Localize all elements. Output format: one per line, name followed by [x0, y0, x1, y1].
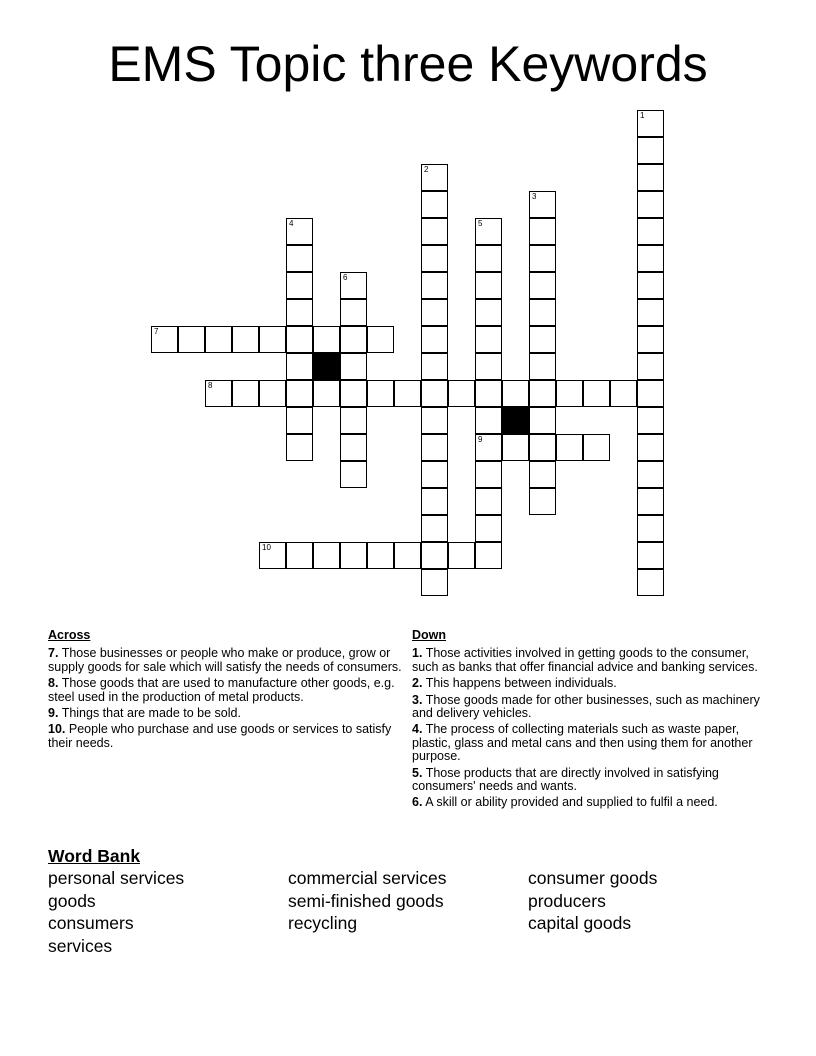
grid-cell[interactable] [610, 380, 637, 407]
cell-number: 9 [478, 435, 483, 444]
grid-cell[interactable] [448, 542, 475, 569]
down-clues [412, 629, 768, 813]
grid-cell[interactable] [475, 488, 502, 515]
clue-text: The process of collecting materials such as waste paper, plastic, glass and metal cans and then using them for another purpose. [412, 722, 753, 764]
clue-number: 5. [412, 765, 423, 780]
grid-cell[interactable] [529, 488, 556, 515]
grid-cell[interactable] [475, 245, 502, 272]
cell-number: 4 [289, 219, 294, 228]
across-heading: Across [48, 628, 91, 642]
grid-cell[interactable] [637, 434, 664, 461]
grid-cell[interactable] [421, 218, 448, 245]
cell-number: 6 [343, 273, 348, 282]
cell-number: 7 [154, 327, 159, 336]
cell-number: 5 [478, 219, 483, 228]
clue-across-9 [48, 707, 404, 720]
down-heading: Down [412, 628, 447, 642]
grid-cell[interactable] [205, 380, 232, 407]
across-clues [48, 629, 404, 753]
grid-cell[interactable] [475, 299, 502, 326]
grid-cell[interactable] [448, 380, 475, 407]
grid-cell[interactable] [529, 191, 556, 218]
grid-cell[interactable] [583, 380, 610, 407]
grid-block [313, 353, 340, 380]
grid-cell[interactable] [529, 245, 556, 272]
clue-text: This happens between individuals. [425, 676, 617, 691]
word-bank-item: producers [528, 890, 606, 911]
word-bank-item: services [48, 936, 113, 957]
grid-cell[interactable] [556, 434, 583, 461]
clue-down-6 [412, 796, 768, 809]
clue-down-4 [412, 723, 768, 763]
grid-cell[interactable] [421, 191, 448, 218]
grid-cell[interactable] [259, 380, 286, 407]
grid-cell[interactable] [637, 353, 664, 380]
grid-cell[interactable] [232, 380, 259, 407]
grid-cell[interactable] [421, 461, 448, 488]
grid-cell[interactable] [421, 542, 448, 569]
grid-cell[interactable] [637, 164, 664, 191]
grid-cell[interactable] [421, 299, 448, 326]
clue-down-3 [412, 694, 768, 721]
grid-cell[interactable] [475, 380, 502, 407]
grid-cell[interactable] [340, 434, 367, 461]
clue-number: 8. [48, 676, 59, 691]
grid-cell[interactable] [529, 461, 556, 488]
clue-text: Those businesses or people who make or produce, grow or supply goods for sale which will satisfy the needs of consumers. [48, 646, 402, 674]
grid-cell[interactable] [475, 218, 502, 245]
grid-cell[interactable] [340, 299, 367, 326]
clue-text: Those activities involved in getting goods to the consumer, such as banks that offer financial advice and banking services. [412, 646, 758, 674]
clue-text: People who purchase and use goods or services to satisfy their needs. [48, 722, 392, 750]
clue-number: 6. [412, 795, 423, 810]
word-bank-item: goods [48, 890, 96, 911]
cell-number: 3 [532, 192, 537, 201]
grid-cell[interactable] [637, 380, 664, 407]
grid-cell[interactable] [637, 407, 664, 434]
clue-number: 7. [48, 646, 59, 661]
grid-cell[interactable] [637, 272, 664, 299]
word-bank-item: consumer goods [528, 868, 658, 888]
clue-across-8 [48, 677, 404, 704]
grid-cell[interactable] [340, 326, 367, 353]
grid-cell[interactable] [475, 461, 502, 488]
grid-cell[interactable] [232, 326, 259, 353]
grid-cell[interactable] [286, 407, 313, 434]
grid-cell[interactable] [394, 380, 421, 407]
clue-text: Those goods that are used to manufacture other goods, e.g. steel used in the production of metal products. [48, 676, 395, 704]
grid-cell[interactable] [421, 569, 448, 596]
grid-cell[interactable] [286, 326, 313, 353]
grid-cell[interactable] [475, 353, 502, 380]
clue-down-1 [412, 647, 768, 674]
grid-cell[interactable] [637, 218, 664, 245]
clue-number: 9. [48, 706, 59, 721]
grid-cell[interactable] [583, 434, 610, 461]
grid-block [502, 407, 529, 434]
grid-cell[interactable] [286, 272, 313, 299]
grid-cell[interactable] [340, 461, 367, 488]
grid-cell[interactable] [421, 245, 448, 272]
grid-cell[interactable] [286, 353, 313, 380]
grid-cell[interactable] [286, 299, 313, 326]
grid-cell[interactable] [313, 542, 340, 569]
grid-cell[interactable] [340, 272, 367, 299]
grid-cell[interactable] [637, 245, 664, 272]
grid-cell[interactable] [502, 434, 529, 461]
grid-cell[interactable] [313, 380, 340, 407]
cell-number: 8 [208, 381, 213, 390]
grid-cell[interactable] [529, 299, 556, 326]
grid-cell[interactable] [556, 380, 583, 407]
word-bank-title: Word Bank [48, 846, 141, 866]
grid-cell[interactable] [286, 434, 313, 461]
grid-cell[interactable] [421, 353, 448, 380]
grid-cell[interactable] [637, 515, 664, 542]
clue-number: 3. [412, 692, 423, 707]
grid-cell[interactable] [637, 542, 664, 569]
grid-cell[interactable] [367, 542, 394, 569]
grid-cell[interactable] [286, 380, 313, 407]
grid-cell[interactable] [637, 461, 664, 488]
cell-number: 10 [262, 543, 271, 552]
grid-cell[interactable] [178, 326, 205, 353]
grid-cell[interactable] [475, 434, 502, 461]
grid-cell[interactable] [502, 380, 529, 407]
grid-cell[interactable] [475, 272, 502, 299]
word-bank-list [48, 867, 788, 958]
grid-cell[interactable] [637, 191, 664, 218]
grid-cell[interactable] [205, 326, 232, 353]
clue-across-10 [48, 723, 404, 750]
grid-cell[interactable] [259, 326, 286, 353]
clue-number: 2. [412, 676, 423, 691]
grid-cell[interactable] [286, 245, 313, 272]
word-bank-item: semi-finished goods [288, 890, 444, 911]
grid-cell[interactable] [367, 326, 394, 353]
cell-number: 2 [424, 165, 429, 174]
grid-cell[interactable] [313, 326, 340, 353]
grid-cell[interactable] [637, 299, 664, 326]
grid-cell[interactable] [529, 272, 556, 299]
clue-text: A skill or ability provided and supplied to fulfil a need. [425, 795, 718, 810]
clue-number: 1. [412, 646, 423, 661]
grid-cell[interactable] [529, 434, 556, 461]
grid-cell[interactable] [529, 407, 556, 434]
grid-cell[interactable] [637, 569, 664, 596]
clue-text: Those products that are directly involved in satisfying consumers' needs and wants. [412, 765, 719, 794]
grid-cell[interactable] [286, 542, 313, 569]
word-bank-item: commercial services [288, 868, 447, 888]
grid-cell[interactable] [421, 164, 448, 191]
grid-cell[interactable] [475, 326, 502, 353]
word-bank-item: consumers [48, 913, 134, 934]
clue-text: Those goods made for other businesses, such as machinery and delivery vehicles. [412, 692, 760, 721]
clue-down-5 [412, 767, 768, 794]
grid-cell[interactable] [340, 353, 367, 380]
grid-cell[interactable] [340, 380, 367, 407]
grid-cell[interactable] [637, 326, 664, 353]
grid-cell[interactable] [529, 326, 556, 353]
grid-cell[interactable] [637, 137, 664, 164]
grid-cell[interactable] [340, 407, 367, 434]
grid-cell[interactable] [637, 110, 664, 137]
grid-cell[interactable] [394, 542, 421, 569]
grid-cell[interactable] [637, 488, 664, 515]
grid-cell[interactable] [421, 488, 448, 515]
clue-number: 10. [48, 722, 66, 737]
grid-cell[interactable] [340, 542, 367, 569]
grid-cell[interactable] [421, 407, 448, 434]
grid-cell[interactable] [475, 407, 502, 434]
grid-cell[interactable] [421, 380, 448, 407]
word-bank-item: recycling [288, 913, 358, 934]
clue-text: Things that are made to be sold. [61, 706, 241, 721]
grid-cell[interactable] [529, 353, 556, 380]
grid-cell[interactable] [286, 218, 313, 245]
grid-cell[interactable] [151, 326, 178, 353]
word-bank-item: personal services [48, 868, 185, 888]
grid-cell[interactable] [475, 542, 502, 569]
grid-cell[interactable] [529, 218, 556, 245]
clue-number: 4. [412, 722, 423, 737]
word-bank [48, 845, 788, 958]
grid-cell[interactable] [421, 515, 448, 542]
clue-across-7 [48, 647, 404, 674]
grid-cell[interactable] [367, 380, 394, 407]
grid-cell[interactable] [421, 272, 448, 299]
page-title: EMS Topic three Keywords [108, 36, 708, 92]
clue-down-2 [412, 677, 768, 690]
grid-cell[interactable] [421, 434, 448, 461]
grid-cell[interactable] [475, 515, 502, 542]
grid-cell[interactable] [529, 380, 556, 407]
grid-cell[interactable] [259, 542, 286, 569]
cell-number: 1 [640, 111, 645, 120]
grid-cell[interactable] [421, 326, 448, 353]
word-bank-item: capital goods [528, 913, 632, 934]
